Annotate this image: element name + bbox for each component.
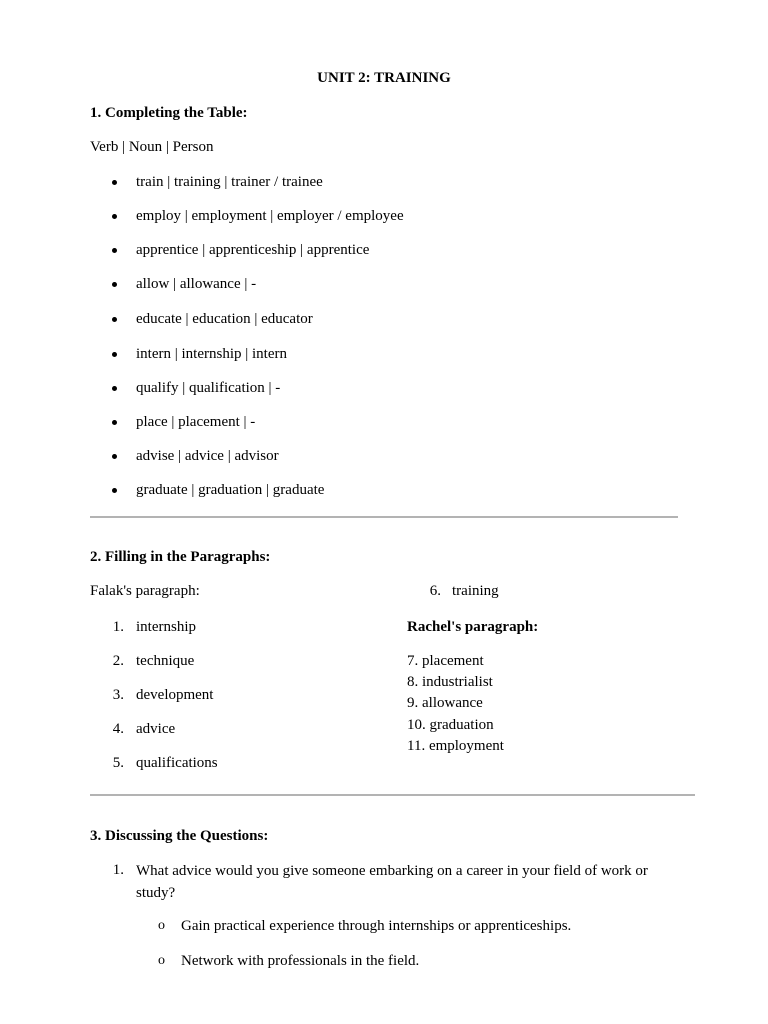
bullet-icon (112, 446, 120, 466)
table-row-item: qualify | qualification | - (136, 380, 281, 396)
bullet-icon (112, 378, 120, 398)
falak-paragraph-label: Falak's paragraph: (90, 583, 200, 599)
table-row-item: apprentice | apprenticeship | apprentice (136, 242, 370, 258)
section-2-heading: 2. Filling in the Paragraphs: (90, 549, 271, 565)
falak-answer: technique (136, 653, 195, 669)
answer-item: Gain practical experience through internships or apprenticeships. (181, 918, 572, 934)
table-row-item: advise | advice | advisor (136, 448, 279, 464)
table-row-item: graduate | graduation | graduate (136, 482, 325, 498)
list-number: 4. (112, 721, 124, 737)
section-divider (90, 516, 678, 518)
list-number: 1. (112, 862, 124, 878)
falak-answer: advice (136, 721, 176, 737)
section-divider (90, 794, 695, 796)
question-text: What advice would you give someone embarking on a career in your field of work or study? (136, 863, 648, 901)
sub-bullet-marker: o (158, 918, 165, 933)
bullet-icon (112, 206, 120, 226)
list-number: 6. (429, 583, 441, 599)
rachel-answer: 7. placement (407, 653, 484, 669)
list-number: 1. (112, 619, 124, 635)
list-number: 3. (112, 687, 124, 703)
bullet-icon (112, 172, 120, 192)
answer-item: Network with professionals in the field. (181, 953, 420, 969)
falak-answer: internship (136, 619, 196, 635)
table-row-item: educate | education | educator (136, 311, 313, 327)
table-row-item: train | training | trainer / trainee (136, 174, 323, 190)
sub-bullet-marker: o (158, 953, 165, 968)
rachel-paragraph-label: Rachel's paragraph: (407, 619, 539, 635)
rachel-answer: 9. allowance (407, 695, 483, 711)
table-row-item: place | placement | - (136, 414, 256, 430)
falak-answer: development (136, 687, 214, 703)
rachel-answer: 8. industrialist (407, 674, 493, 690)
section-1-heading: 1. Completing the Table: (90, 105, 248, 121)
table-header-line: Verb | Noun | Person (90, 139, 214, 155)
bullet-icon (112, 274, 120, 294)
table-row-item: allow | allowance | - (136, 276, 257, 292)
bullet-icon (112, 309, 120, 329)
list-number: 5. (112, 755, 124, 771)
bullet-icon (112, 412, 120, 432)
bullet-icon (112, 240, 120, 260)
table-row-item: employ | employment | employer / employee (136, 208, 404, 224)
table-row-item: intern | internship | intern (136, 346, 287, 362)
section-3-heading: 3. Discussing the Questions: (90, 828, 269, 844)
falak-answer: qualifications (136, 755, 218, 771)
rachel-answer: 10. graduation (407, 717, 494, 733)
falak-answer: training (452, 583, 499, 599)
rachel-answer: 11. employment (407, 738, 504, 754)
bullet-icon (112, 344, 120, 364)
list-number: 2. (112, 653, 124, 669)
document-title: UNIT 2: TRAINING (317, 70, 451, 86)
bullet-icon (112, 480, 120, 500)
